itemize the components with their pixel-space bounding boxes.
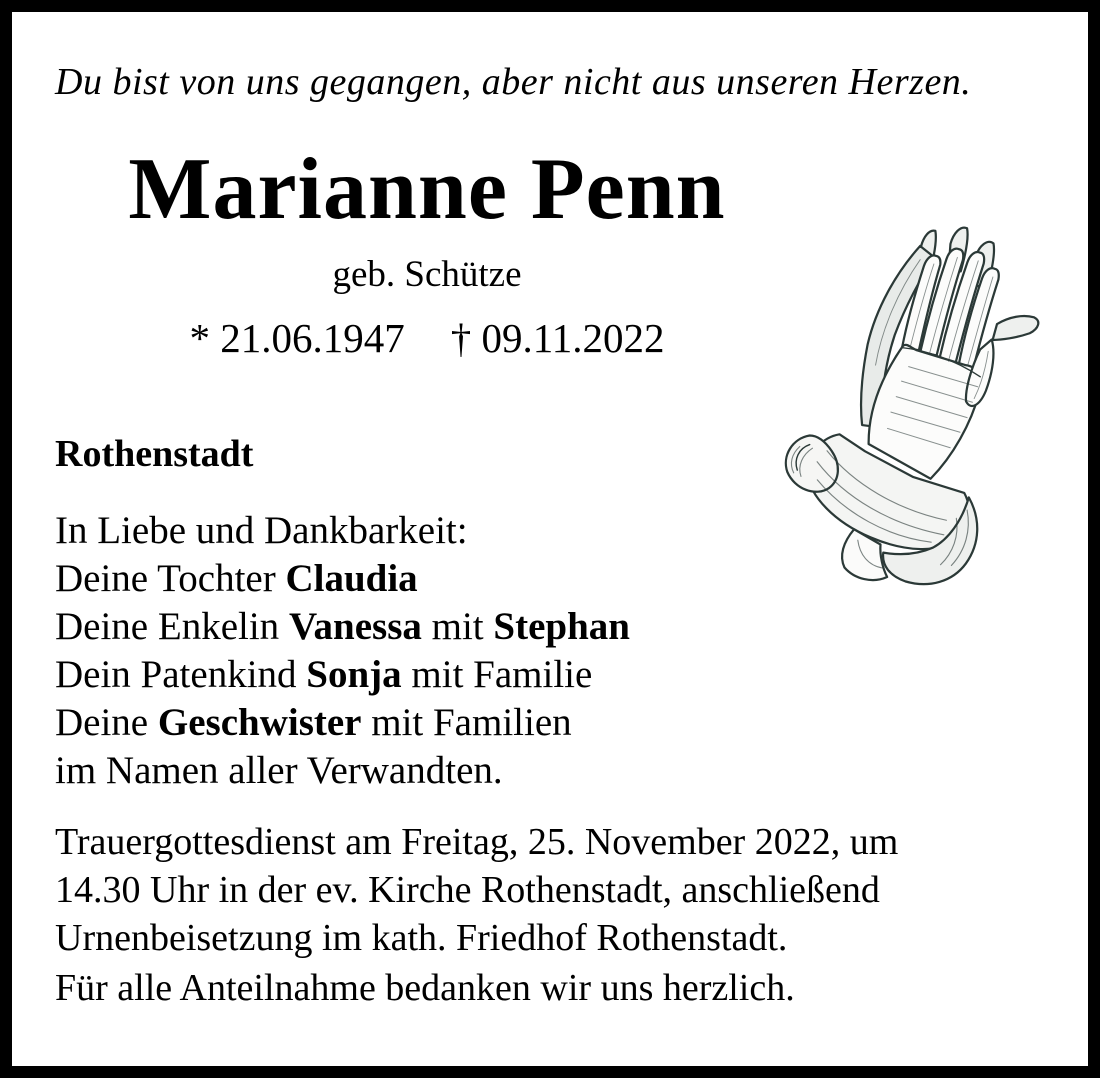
service-line: Urnenbeisetzung im kath. Friedhof Rothenstadt. (55, 917, 788, 959)
family-block (55, 507, 630, 795)
deceased-name: Marianne Penn (128, 141, 726, 238)
praying-hands-svg (764, 202, 1082, 592)
mourner-line: Deine Tochter Claudia (55, 557, 418, 600)
family-intro: In Liebe und Dankbarkeit: (55, 509, 468, 552)
epigraph: Du bist von uns gegangen, aber nicht aus unseren Herzen. (55, 61, 972, 103)
birth-date-value: 21.06.1947 (220, 315, 405, 361)
thanks-line: Für alle Anteilnahme bedanken wir uns herzlich. (55, 967, 795, 1009)
mourner-line: Deine Geschwister mit Familien (55, 701, 572, 744)
life-dates (42, 312, 812, 364)
mourner-line: Deine Enkelin Vanessa mit Stephan (55, 605, 630, 648)
mourner-name: Sonja (306, 653, 402, 696)
place-line: Rothenstadt (55, 433, 254, 475)
praying-hands-image (764, 202, 1082, 592)
family-closing: im Namen aller Verwandten. (55, 749, 503, 792)
mourner-name: Geschwister (157, 701, 362, 744)
death-date (451, 312, 665, 364)
birth-date (190, 312, 405, 364)
service-paragraph (55, 818, 898, 962)
service-line: Trauergottesdienst am Freitag, 25. November 2022, um (55, 821, 899, 863)
mourner-name: Vanessa (288, 605, 422, 648)
birth-symbol: * (189, 315, 210, 361)
service-line: 14.30 Uhr in der ev. Kirche Rothenstadt, anschließend (55, 869, 880, 911)
death-date-value: 09.11.2022 (481, 315, 665, 361)
mourner-name: Stephan (493, 605, 630, 648)
cross-icon: † (450, 315, 472, 361)
mourner-line: Dein Patenkind Sonja mit Familie (55, 653, 593, 696)
maiden-name: geb. Schütze (332, 254, 522, 295)
mourner-name: Claudia (285, 557, 418, 600)
